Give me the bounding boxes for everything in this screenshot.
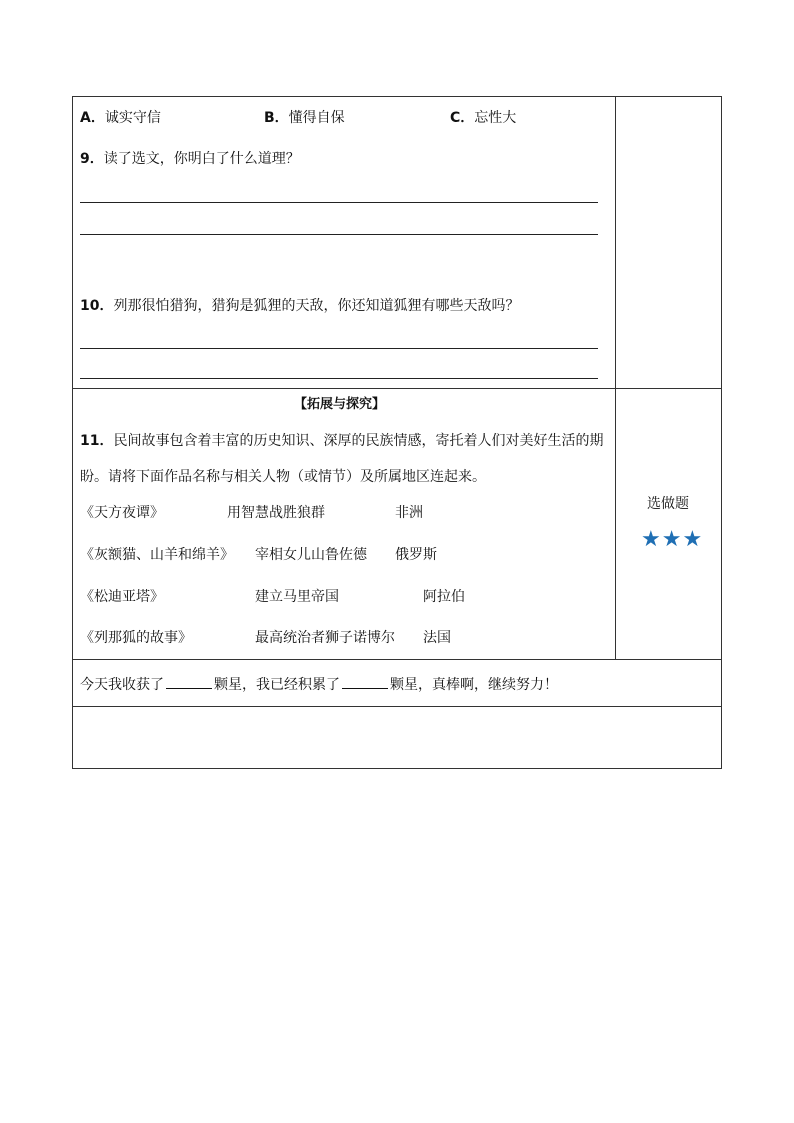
table-column-divider — [615, 96, 616, 660]
option-letter: C． — [450, 110, 475, 126]
question-10 — [80, 296, 519, 316]
answer-line[interactable] — [80, 202, 598, 203]
person-item: 用智慧战胜狼群 — [227, 505, 325, 521]
answer-line[interactable] — [80, 378, 598, 379]
table-border-bottom — [72, 768, 722, 769]
optional-label: 选做题 — [647, 496, 689, 512]
question-number: 9． — [80, 151, 104, 167]
option-text: 诚实守信 — [104, 110, 161, 126]
summary-text: 今天我收获了 — [80, 677, 164, 693]
option-letter: B． — [264, 110, 289, 126]
work-title: 《松迪亚塔》 — [80, 589, 164, 605]
total-star-blank[interactable] — [342, 674, 388, 689]
table-border-right — [721, 96, 722, 769]
question-9 — [80, 149, 300, 169]
option-text: 懂得自保 — [288, 110, 345, 126]
summary-line — [80, 674, 558, 695]
region-item: 非洲 — [395, 505, 423, 521]
work-title: 《列那狐的故事》 — [80, 630, 192, 646]
table-row-divider — [72, 659, 722, 660]
question-11-line1 — [80, 431, 603, 451]
question-number: 11． — [80, 433, 114, 449]
option-letter: A． — [80, 110, 105, 126]
table-row-divider — [72, 388, 722, 389]
question-text: 列那很怕猎狗，猎狗是狐狸的天敌，你还知道狐狸有哪些天敌吗？ — [113, 298, 520, 314]
question-11-line2: 盼。请将下面作品名称与相关人物（或情节）及所属地区连起来。 — [80, 469, 486, 485]
answer-line[interactable] — [80, 234, 598, 235]
option-a — [80, 108, 161, 128]
summary-text: 颗星，真棒啊，继续努力！ — [390, 677, 558, 693]
option-c — [450, 108, 516, 128]
section-title: 【拓展与探究】 — [294, 397, 386, 412]
answer-line[interactable] — [80, 348, 598, 349]
person-item: 建立马里帝国 — [255, 589, 339, 605]
work-title: 《天方夜谭》 — [80, 505, 164, 521]
work-title: 《灰额猫、山羊和绵羊》 — [80, 547, 234, 563]
option-b — [264, 108, 345, 128]
table-row-divider — [72, 706, 722, 707]
question-text: 民间故事包含着丰富的历史知识、深厚的民族情感，寄托着人们对美好生活的期 — [113, 433, 604, 449]
option-text: 忘性大 — [474, 110, 517, 126]
question-number: 10． — [80, 298, 114, 314]
question-text: 读了选文，你明白了什么道理？ — [103, 151, 300, 167]
table-border-left — [72, 96, 73, 769]
star-rating: ★★★ — [641, 527, 704, 552]
region-item: 阿拉伯 — [423, 589, 465, 605]
region-item: 俄罗斯 — [395, 547, 437, 563]
region-item: 法国 — [423, 630, 451, 646]
summary-text: 颗星，我已经积累了 — [214, 677, 340, 693]
table-border-top — [72, 96, 722, 97]
person-item: 最高统治者狮子诺博尔 — [255, 630, 395, 646]
star-count-blank[interactable] — [166, 674, 212, 689]
person-item: 宰相女儿山鲁佐德 — [255, 547, 367, 563]
